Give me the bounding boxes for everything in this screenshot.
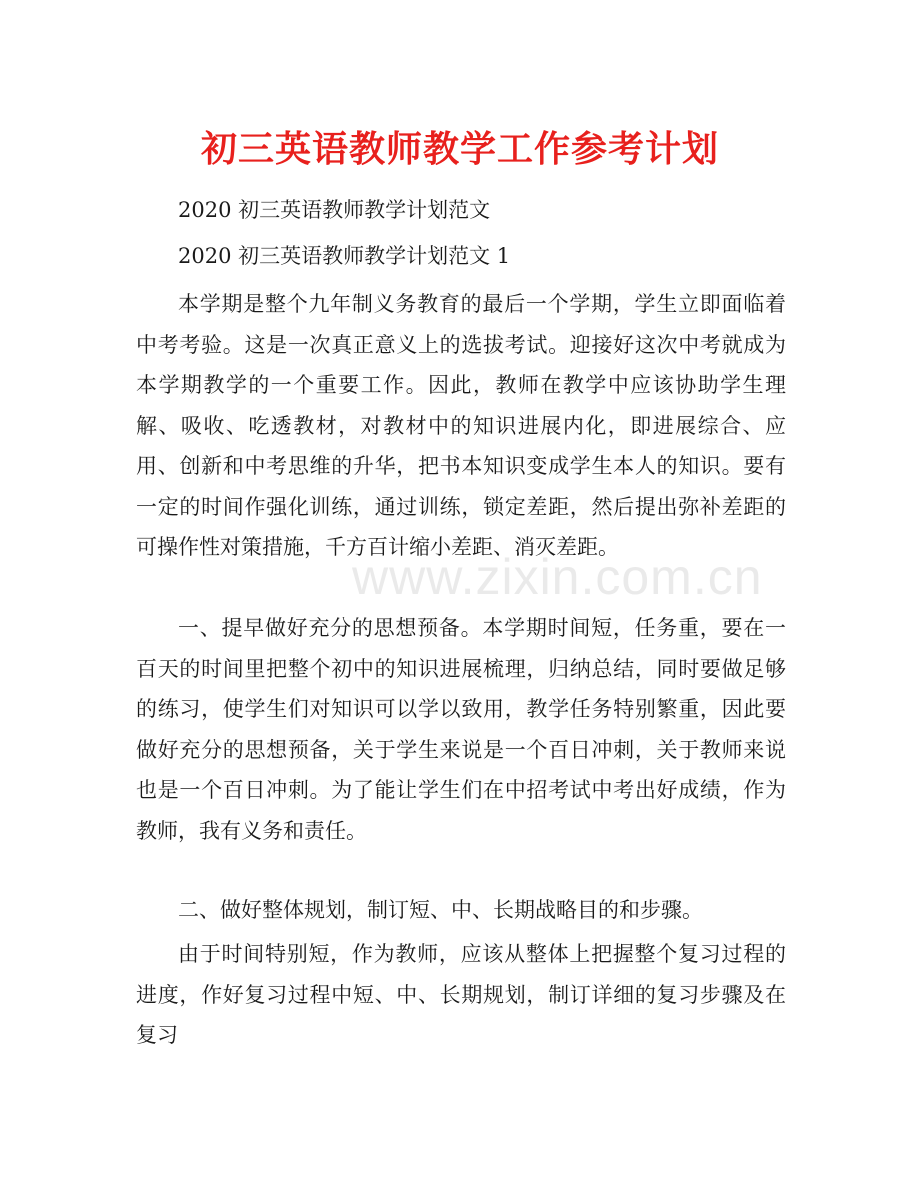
watermark: www.zixin.com.cn — [352, 549, 763, 605]
subtitle-line-1: 2020 初三英语教师教学计划范文 — [178, 198, 491, 222]
paragraph-section-1: 一、提早做好充分的思想预备。本学期时间短，任务重，要在一百天的时间里把整个初中的知识进展梳理，归纳总结，同时要做足够的练习，使学生们对知识可以学以致用，教学任务特别繁重，因此要做好充分的思想预备，关于学生来说是一个百日冲刺，关于教师来说也是一个百日冲刺。为了能让学生们在中招考试中考出好成绩，作为教师，我有义务和责任。 — [136, 616, 786, 843]
paragraph-section-2-body: 由于时间特别短，作为教师，应该从整体上把握整个复习过程的进度，作好复习过程中短、中、长期规划，制订详细的复习步骤及在复习 — [136, 942, 786, 1047]
paragraph-section-2-heading: 二、做好整体规划，制订短、中、长期战略目的和步骤。 — [178, 898, 703, 922]
document-title: 初三英语教师教学工作参考计划 — [200, 129, 719, 170]
paragraph-intro: 本学期是整个九年制义务教育的最后一个学期，学生立即面临着中考考验。这是一次真正意义上的选拔考试。迎接好这次中考就成为本学期教学的一个重要工作。因此，教师在教学中应该协助学生理解、吸收、吃透教材，对教材中的知识进展内化，即进展综合、应用、创新和中考思维的升华，把书本知识变成学生本人的知识。要有一定的时间作强化训练，通过训练，锁定差距，然后提出弥补差距的可操作性对策措施，千方百计缩小差距、消灭差距。 — [136, 292, 786, 559]
subtitle-line-2: 2020 初三英语教师教学计划范文 1 — [178, 244, 511, 268]
